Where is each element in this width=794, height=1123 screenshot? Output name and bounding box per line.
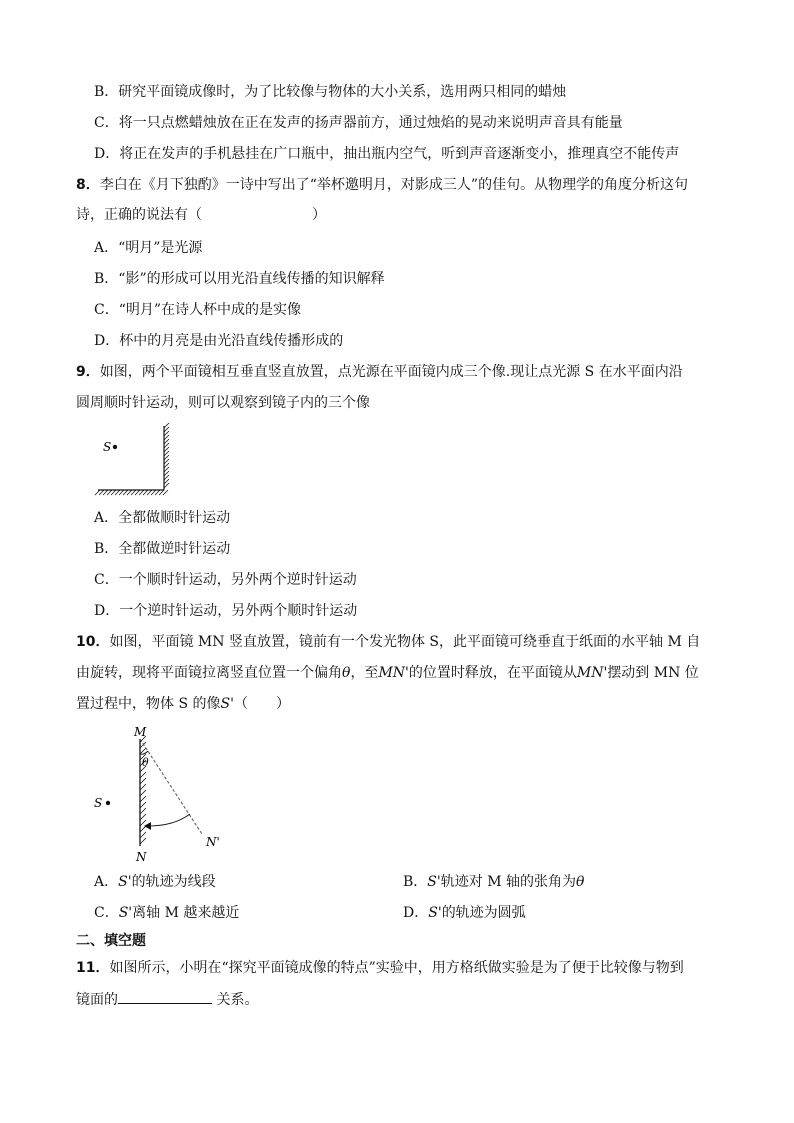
q8-option-c: C．“明月”在诗人杯中成的是实像	[94, 302, 302, 318]
section-fill-in-title: 二、填空题	[76, 933, 146, 949]
q11-stem-line1	[76, 958, 684, 978]
q10-object-s	[106, 801, 110, 805]
q10-option-b-text: 轨迹对 M 轴的张角为	[440, 874, 576, 890]
q10-mn-prime-1: MN'	[378, 665, 409, 681]
q10-option-d-s: S'	[428, 905, 442, 921]
q9-number: 9．	[76, 364, 100, 380]
q10-option-c-prefix: C．	[94, 905, 119, 921]
q10-stem-line1	[76, 632, 700, 652]
q8-stem-suffix: ）	[312, 207, 326, 223]
q11-stem-text1: 如图所示，小明在“探究平面镜成像的特点”实验中，用方格纸做实验是为了便于比较像与物到	[109, 960, 684, 976]
q8-option-a: A．“明月”是光源	[94, 240, 203, 256]
q11-number: 11．	[76, 960, 110, 976]
q10-stem-line3	[76, 694, 290, 714]
q9-option-b: B．全都做逆时针运动	[94, 541, 231, 557]
q11-stem-prefix: 镜面的	[76, 992, 118, 1008]
q8-number: 8．	[76, 177, 100, 193]
q9-point-source	[113, 445, 117, 449]
q7-option-d: D．将正在发声的手机悬挂在广口瓶中，抽出瓶内空气，听到声音逐渐变小，推理真空不能传声	[94, 146, 680, 162]
q10-stem-part-d: 摆动到 MN 位	[607, 665, 699, 681]
q10-option-a	[94, 872, 216, 892]
q10-option-b-theta: θ	[576, 874, 585, 890]
q10-option-b-prefix: B．	[403, 874, 428, 890]
q10-label-theta: θ	[142, 756, 149, 769]
q10-mn-prime-2: MN'	[576, 665, 608, 681]
q8-stem-text1: 李白在《月下独酌》一诗中写出了“举杯邀明月，对影成三人”的佳句。从物理学的角度分析这句	[99, 177, 689, 193]
q8-stem-line1	[76, 175, 688, 195]
q10-s-prime: S'	[220, 696, 234, 712]
q10-option-b-s: S'	[427, 874, 441, 890]
q10-option-a-prefix: A．	[94, 874, 119, 890]
q10-theta: θ	[342, 665, 351, 681]
q9-option-c: C．一个顺时针运动，另外两个逆时针运动	[94, 572, 357, 588]
q9-stem-line1	[76, 362, 683, 382]
q10-mirror-figure	[90, 722, 240, 867]
q7-option-c: C．将一只点燃蜡烛放在正在发声的扬声器前方，通过烛焰的晃动来说明声音具有能量	[94, 115, 623, 131]
q8-stem-prefix: 诗，正确的说法有（	[76, 207, 202, 223]
q10-label-n-prime: N'	[206, 835, 220, 849]
q10-number: 10．	[76, 634, 110, 650]
q8-stem-line2	[76, 205, 326, 225]
q7-option-b: B．研究平面镜成像时，为了比较像与物体的大小关系，选用两只相同的蜡烛	[94, 84, 567, 100]
q11-answer-blank[interactable]	[118, 989, 212, 1004]
q10-stem-part-c: 的位置时释放，在平面镜从	[408, 665, 577, 681]
q10-option-d-text: 的轨迹为圆弧	[441, 905, 526, 921]
q11-stem-suffix: 关系。	[212, 992, 259, 1008]
q9-option-a: A．全都做顺时针运动	[94, 510, 231, 526]
q10-stem-part-a: 由旋转，现将平面镜拉离竖直位置一个偏角	[76, 665, 342, 681]
q10-stem-line2	[76, 663, 699, 683]
q8-option-b: B．“影”的形成可以用光沿直线传播的知识解释	[94, 271, 385, 287]
q9-stem-text1: 如图，两个平面镜相互垂直竖直放置，点光源在平面镜内成三个像.现让点光源 S 在水平面内沿	[99, 364, 683, 380]
q9-stem-line2: 圆周顺时针运动，则可以观察到镜子内的三个像	[76, 395, 370, 411]
q10-label-s: S	[94, 796, 103, 810]
q9-option-d: D．一个逆时针运动，另外两个顺时针运动	[94, 603, 358, 619]
q10-option-b	[403, 872, 584, 892]
q10-stem-part-e: 置过程中，物体 S 的像	[76, 696, 221, 712]
q10-option-c-text: 离轴 M 越来越近	[132, 905, 240, 921]
q10-option-a-text: 的轨迹为线段	[131, 874, 216, 890]
q10-option-a-s: S'	[118, 874, 132, 890]
q10-option-c-s: S'	[118, 905, 133, 921]
q10-option-d	[403, 903, 526, 923]
q10-option-d-prefix: D．	[403, 905, 429, 921]
q10-stem-text1: 如图，平面镜 MN 竖直放置，镜前有一个发光物体 S，此平面镜可绕垂直于纸面的水平轴 M 自	[109, 634, 701, 650]
q10-option-c	[94, 903, 239, 923]
q11-stem-line2	[76, 989, 258, 1010]
q9-label-s: S	[103, 440, 112, 454]
q10-answer-paren: （ ）	[233, 696, 290, 712]
q10-stem-part-b: ，至	[350, 665, 379, 681]
q10-label-n: N	[136, 850, 147, 864]
q9-mirror-figure	[92, 420, 182, 500]
q10-label-m: M	[134, 725, 147, 739]
q8-option-d: D．杯中的月亮是由光沿直线传播形成的	[94, 333, 344, 349]
